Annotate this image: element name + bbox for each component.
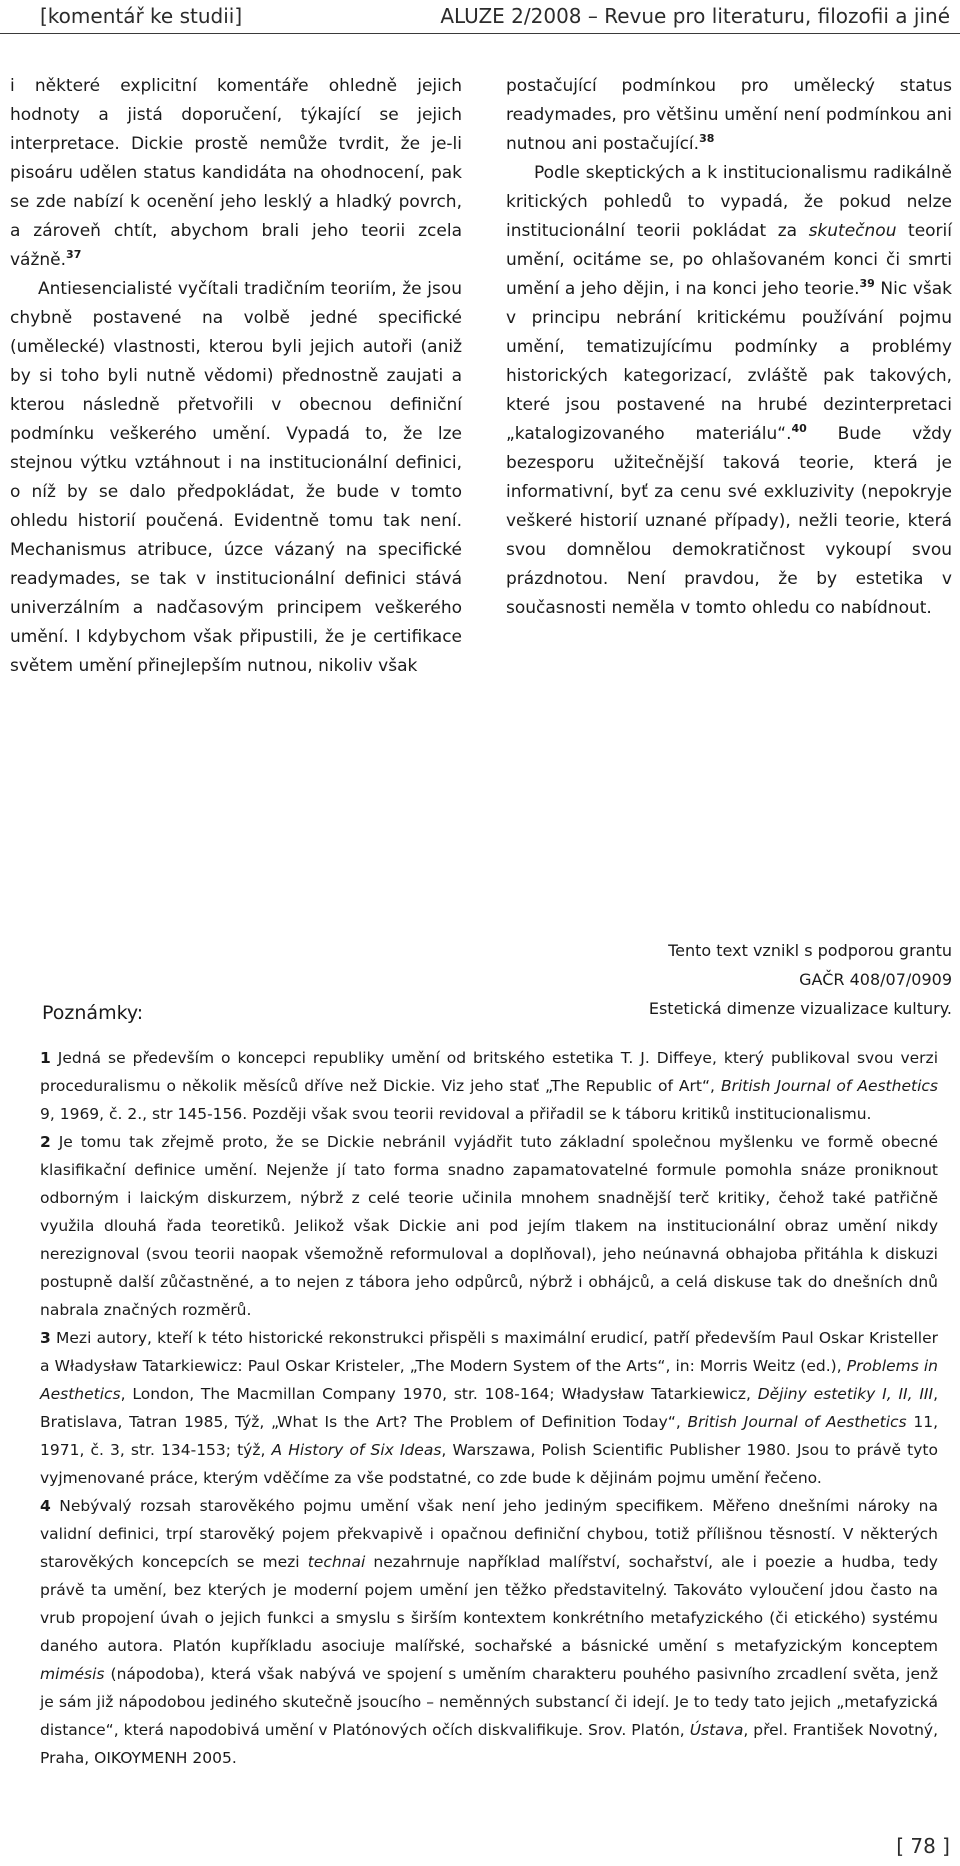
note-2: 2 Je tomu tak zřejmě proto, že se Dickie nebránil vyjádřit tuto základní společnou myšlenku ve formě obecné klasifikační definice umění. Nejenže jí tato forma snadno zapamatovatelné formule pomohla snáze proniknout odborným i laickým diskurzem, nýbrž z celé teorie učinila mnohem snadnější terč kritiky, čehož také patřičně využila dlouhá řada teoretiků. Jelikož však Dickie ani pod jejím tlakem na institucionální obraz umění nikdy nerezignoval (svou teorii naopak všemožně reformuloval a doplňoval), jeho neúnavná obhajoba přitáhla k diskuzi postupně další zůčastněné, a to nejen z tábora jeho odpůrců, nýbrž i obhájců, a celá diskuse tak do dnešních dnů nabrala značných rozměrů. bbox=[40, 1133, 938, 1319]
grant-acknowledgement bbox=[512, 936, 952, 1023]
grant-line-2: GAČR 408/07/0909 bbox=[799, 970, 952, 989]
header-divider bbox=[0, 33, 960, 34]
right-paragraph-2: Podle skeptických a k institucionalismu radikálně kritických pohledů to vypadá, že pokud nelze institucionální teorii pokládat za skutečnou teorií umění, ocitáme se, po ohlašovaném konci či smrti umění a jeho dějin, i na konci jeho teorie.$^{39}$ Nic však v principu nebrání kritickému používání pojmu umění, tematizujícímu podmínky a problémy historických kategorizací, zvláště pak takových, které jsou postavené na hrubé dezinterpretaci „katalogizovaného materiálu“.$^{40}$ Bude vždy bezesporu užitečnější taková teorie, která je informativní, byť za cenu své exkluzivity (nepokryje veškeré historií uznané případy), nežli teorie, která svou domnělou demokratičnost vykoupí svou prázdnotou. Není pravdou, že by estetika v současnosti neměla v tomto ohledu co nabídnout. bbox=[506, 163, 952, 618]
grant-line-3: Estetická dimenze vizualizace kultury. bbox=[648, 999, 952, 1018]
note-number: 2 bbox=[40, 1133, 51, 1151]
page-number: [ 78 ] bbox=[896, 1834, 950, 1858]
left-text-column bbox=[10, 72, 462, 681]
note-3: 3 Mezi autory, kteří k této historické rekonstrukci přispěli s maximální erudicí, patří především Paul Oskar Kristeller a Władysław Tatarkiewicz: Paul Oskar Kristeler, „The Modern System of the Arts“, in: Morris Weitz (ed.), Problems in Aesthetics, London, The Macmillan Company 1970, str. 108-164; Władysław Tatarkiewicz, Dějiny estetiky I, II, III, Bratislava, Tatran 1985, Týž, „What Is the Art? The Problem of Definition Today“, British Journal of Aesthetics 11, 1971, č. 3, str. 134-153; týž, A History of Six Ideas, Warszawa, Polish Scientific Publisher 1980. Jsou to právě tyto vyjmenované práce, kterým vděčíme za vše podstatné, co zde bude k dějinám pojmu umění řečeno. bbox=[40, 1329, 938, 1487]
left-paragraph-1: i některé explicitní komentáře ohledně jejich hodnoty a jistá doporučení, týkající se jejich interpretace. Dickie prostě nemůže tvrdit, že je-li pisoáru udělen status kandidáta na ohodnocení, pak se zde nabízí k ocenění jeho lesklý a hladký povrch, a zároveň chtít, abychom brali jeho teorii zcela vážně.$^{37}$ bbox=[10, 76, 462, 270]
footnote-ref-39: 39 bbox=[859, 277, 875, 290]
note-number: 4 bbox=[40, 1497, 51, 1515]
right-text-column bbox=[506, 72, 952, 623]
left-paragraph-2: Antiesencialisté vyčítali tradičním teoriím, že jsou chybně postavené na volbě jedné specifické (umělecké) vlastnosti, kterou byli jejich autoři (aniž by si toho byli nutně vědomi) přednostně zaujati a kterou následně přetvořili v obecnou definiční podmínku veškerého umění. Vypadá to, že lze stejnou výtku vztáhnout i na institucionální definici, o níž by se dalo předpokládat, že bude v tomto ohledu historií poučená. Evidentně tomu tak není. Mechanismus atribuce, úzce vázaný na specifické readymades, se tak v institucionální definici stává univerzálním a nadčasovým principem veškerého umění. I kdybychom však připustili, že je certifikace světem umění přinejlepším nutnou, nikoliv však bbox=[10, 279, 462, 676]
header-section-label: [komentář ke studii] bbox=[40, 4, 243, 28]
note-number: 1 bbox=[40, 1049, 51, 1067]
emphasis-skutecnou: skutečnou bbox=[808, 221, 897, 241]
footnote-ref-37: 37 bbox=[66, 248, 82, 261]
notes-heading: Poznámky: bbox=[42, 1002, 144, 1024]
footnote-ref-40: 40 bbox=[791, 422, 807, 435]
grant-line-1: Tento text vznikl s podporou grantu bbox=[668, 941, 952, 960]
notes-list bbox=[40, 1044, 938, 1772]
header-journal-title: ALUZE 2/2008 – Revue pro literaturu, filozofii a jiné bbox=[440, 4, 950, 28]
note-4: 4 Nebývalý rozsah starověkého pojmu umění však není jeho jediným specifikem. Měřeno dnešními nároky na validní definici, trpí starověký pojem překvapivě i opačnou definiční chybou, totiž přílišnou těsností. V některých starověkých koncepcích se mezi technai nezahrnuje například malířství, sochařství, ale i poezie a hudba, tedy právě ta umění, bez kterých je moderní pojem umění jen těžko představitelný. Takováto vyloučení jdou často na vrub propojení úvah o jejich funkci a smyslu s širším kontextem konkrétního metafyzického (či etického) systému daného autora. Platón kupříkladu asociuje malířské, sochařské a básnické umění s metafyzickým konceptem mimésis (nápodoba), která však nabývá ve spojení s uměním charakteru pouhého pasivního zrcadlení světa, jenž je sám již nápodobou jediného skutečně jsoucího – neměnných substancí či idejí. Je to tedy tato jejich „metafyzická distance“, která napodobivá umění v Platónových očích diskvalifikuje. Srov. Platón, Ústava, přel. František Novotný, Praha, OIKOYMENH 2005. bbox=[40, 1497, 939, 1767]
running-header bbox=[0, 0, 960, 32]
footnote-ref-38: 38 bbox=[699, 132, 715, 145]
note-1: 1 Jedná se především o koncepci republiky umění od britského estetika T. J. Diffeye, který publikoval svou verzi proceduralismu o několik měsíců dříve než Dickie. Viz jeho stať „The Republic of Art“, British Journal of Aesthetics 9, 1969, č. 2., str 145-156. Později však svou teorii revidoval a přiřadil se k táboru kritiků institucionalismu. bbox=[40, 1049, 938, 1123]
note-number: 3 bbox=[40, 1329, 51, 1347]
right-paragraph-1: postačující podmínkou pro umělecký status readymades, pro většinu umění není podmínkou ani nutnou ani postačující.$^{38}$ bbox=[506, 76, 952, 154]
